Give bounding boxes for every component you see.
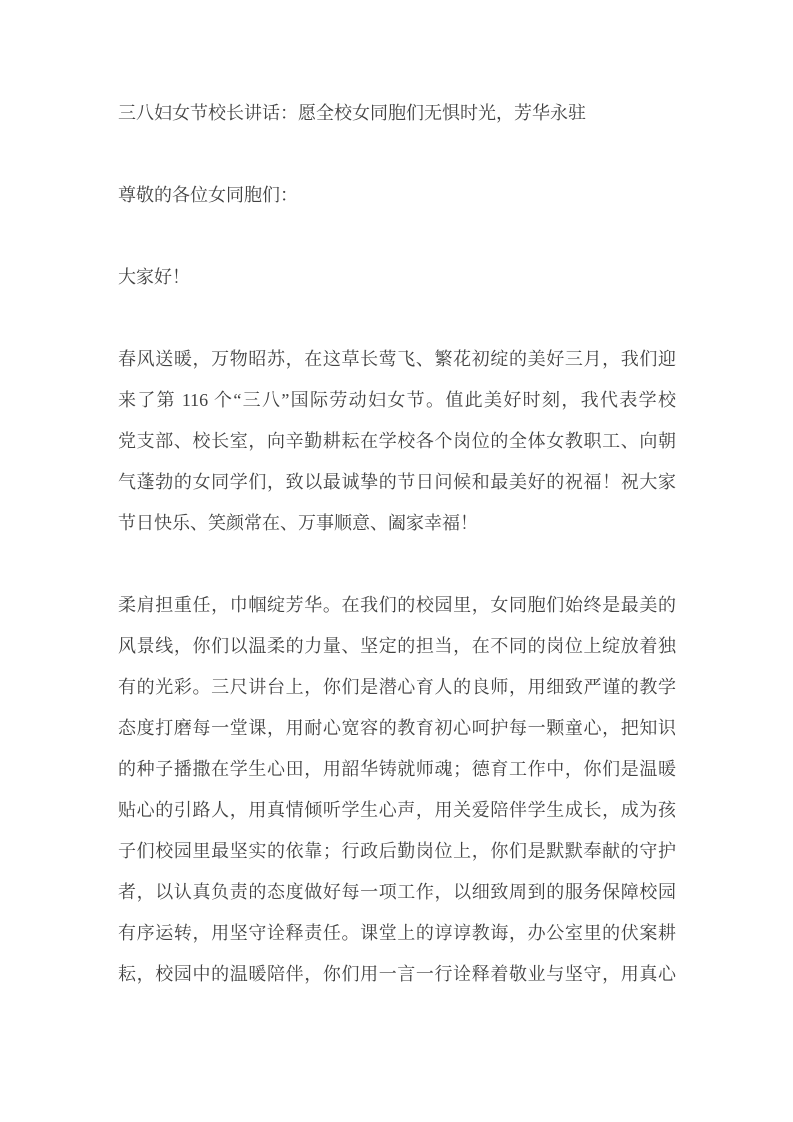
text-line: 有序运转，用坚守诠释责任。课堂上的谆谆教诲，办公室里的伏案耕 <box>118 923 676 943</box>
text-line: 者，以认真负责的态度做好每一项工作，以细致周到的服务保障校园 <box>118 882 676 902</box>
text-line: 气蓬勃的女同学们，致以最诚挚的节日问候和最美好的祝福！祝大家 <box>118 472 676 492</box>
text-line: 来了第 116 个“三八”国际劳动妇女节。值此美好时刻，我代表学校 <box>118 390 676 410</box>
paragraph-2 <box>118 585 676 995</box>
greeting-block <box>118 257 676 298</box>
greeting-text: 大家好！ <box>118 267 190 287</box>
salutation-text: 尊敬的各位女同胞们： <box>118 185 298 205</box>
document-title-block <box>118 93 676 134</box>
salutation-block <box>118 175 676 216</box>
text-line: 耘，校园中的温暖陪伴，你们用一言一行诠释着敬业与坚守，用真心 <box>118 964 676 984</box>
text-line: 态度打磨每一堂课，用耐心宽容的教育初心呵护每一颗童心，把知识 <box>118 718 676 738</box>
text-line: 有的光彩。三尺讲台上，你们是潜心育人的良师，用细致严谨的教学 <box>118 677 676 697</box>
text-line: 风景线，你们以温柔的力量、坚定的担当，在不同的岗位上绽放着独 <box>118 636 676 656</box>
text-line: 节日快乐、笑颜常在、万事顺意、阖家幸福！ <box>118 513 478 533</box>
document-title: 三八妇女节校长讲话：愿全校女同胞们无惧时光，芳华永驻 <box>118 103 586 123</box>
text-line: 柔肩担重任，巾帼绽芳华。在我们的校园里，女同胞们始终是最美的 <box>118 595 676 615</box>
text-line: 子们校园里最坚实的依靠；行政后勤岗位上，你们是默默奉献的守护 <box>118 841 676 861</box>
text-line: 的种子播撒在学生心田，用韶华铸就师魂；德育工作中，你们是温暖 <box>118 759 676 779</box>
text-line: 党支部、校长室，向辛勤耕耘在学校各个岗位的全体女教职工、向朝 <box>118 431 676 451</box>
text-line: 春风送暖，万物昭苏，在这草长莺飞、繁花初绽的美好三月，我们迎 <box>118 349 676 369</box>
paragraph-1 <box>118 339 676 544</box>
text-line: 贴心的引路人，用真情倾听学生心声，用关爱陪伴学生成长，成为孩 <box>118 800 676 820</box>
